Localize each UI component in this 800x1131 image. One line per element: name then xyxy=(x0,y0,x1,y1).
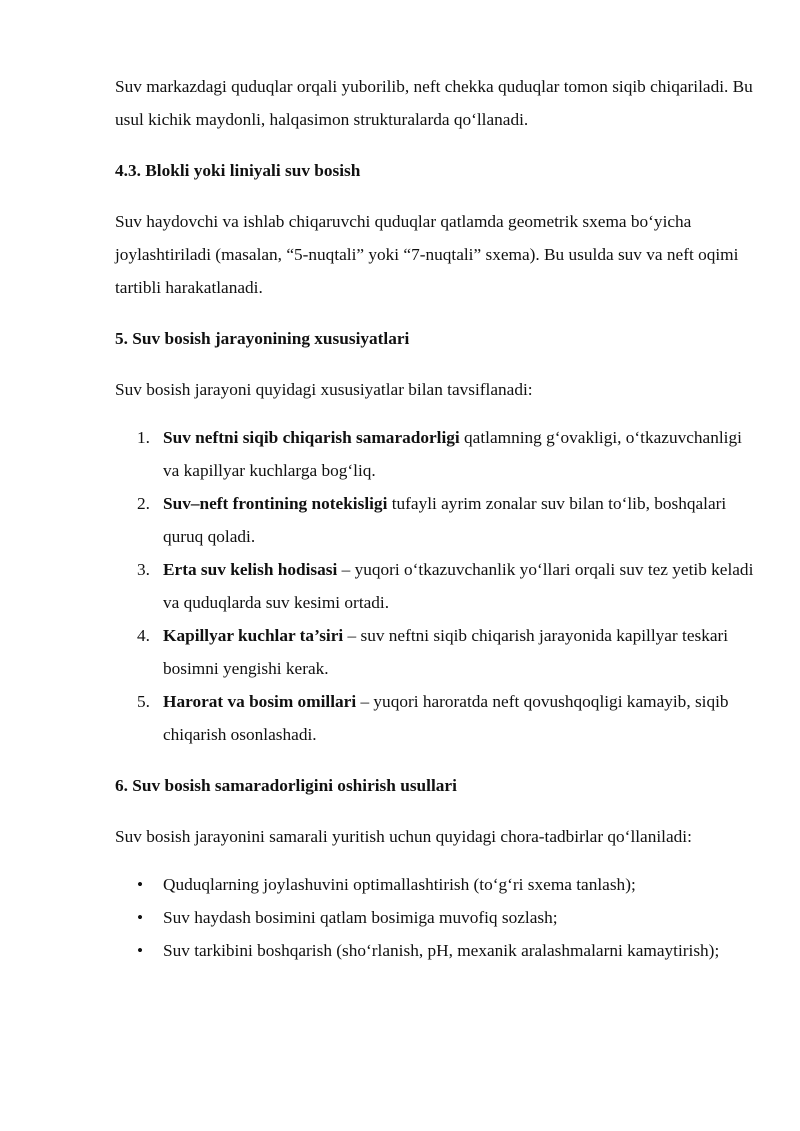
list-item-number: 5. xyxy=(137,692,150,711)
list-item-term: Kapillyar kuchlar ta’siri xyxy=(163,626,344,645)
section-6-paragraph: Suv bosish jarayonini samarali yuritish uchun quyidagi chora-tadbirlar qo‘llaniladi: xyxy=(115,827,692,846)
bullet-item xyxy=(115,868,755,901)
section-heading-5: 5. Suv bosish jarayonining xususiyatlari xyxy=(115,329,410,348)
list-item-text: – suv neftni siqib chiqarish jarayonida kapillyar teskari bosimni yengishi kerak. xyxy=(163,626,729,678)
list-item-number: 2. xyxy=(137,494,150,513)
bullet-item-text: Quduqlarning joylashuvini optimallashtirish (to‘g‘ri sxema tanlash); xyxy=(163,875,636,894)
list-item-text: tufayli ayrim zonalar suv bilan to‘lib, boshqalari quruq qoladi. xyxy=(163,494,727,546)
measures-list xyxy=(115,868,755,967)
bullet-icon: • xyxy=(137,875,144,894)
characteristics-list xyxy=(115,421,755,751)
list-item xyxy=(115,619,755,685)
list-item-term: Harorat va bosim omillari xyxy=(163,692,357,711)
intro-paragraph: Suv markazdagi quduqlar orqali yuborilib, neft chekka quduqlar tomon siqib chiqariladi. Bu usul kichik maydonli, halqasimon strukturalarda qo‘llanadi. xyxy=(115,77,753,129)
page-content xyxy=(115,70,755,967)
list-item xyxy=(115,553,755,619)
list-item-number: 4. xyxy=(137,626,150,645)
bullet-item xyxy=(115,934,755,967)
section-4-3-paragraph: Suv haydovchi va ishlab chiqaruvchi quduqlar qatlamda geometrik sxema bo‘yicha joylashtiriladi (masalan, “5-nuqtali” yoki “7-nuqtali” sxema). Bu usulda suv va neft oqimi tartibli harakatlanadi. xyxy=(115,212,739,297)
list-item xyxy=(115,685,755,751)
list-item-text: – yuqori o‘tkazuvchanlik yo‘llari orqali suv tez yetib keladi va quduqlarda suv kesimi ortadi. xyxy=(163,560,754,612)
bullet-item-text: Suv tarkibini boshqarish (sho‘rlanish, pH, mexanik aralashmalarni kamaytirish); xyxy=(163,941,720,960)
list-item-term: Suv–neft frontining notekisligi xyxy=(163,494,388,513)
bullet-item-text: Suv haydash bosimini qatlam bosimiga muvofiq sozlash; xyxy=(163,908,558,927)
section-heading-6: 6. Suv bosish samaradorligini oshirish usullari xyxy=(115,776,457,795)
bullet-icon: • xyxy=(137,908,144,927)
list-item xyxy=(115,421,755,487)
list-item-number: 1. xyxy=(137,428,150,447)
list-item-text: qatlamning g‘ovakligi, o‘tkazuvchanligi va kapillyar kuchlarga bog‘liq. xyxy=(163,428,742,480)
bullet-icon: • xyxy=(137,941,144,960)
section-heading-4-3: 4.3. Blokli yoki liniyali suv bosish xyxy=(115,161,361,180)
section-5-paragraph: Suv bosish jarayoni quyidagi xususiyatlar bilan tavsiflanadi: xyxy=(115,380,533,399)
list-item-term: Suv neftni siqib chiqarish samaradorligi xyxy=(163,428,460,447)
list-item xyxy=(115,487,755,553)
list-item-term: Erta suv kelish hodisasi xyxy=(163,560,338,579)
bullet-item xyxy=(115,901,755,934)
list-item-text: – yuqori haroratda neft qovushqoqligi kamayib, siqib chiqarish osonlashadi. xyxy=(163,692,729,744)
list-item-number: 3. xyxy=(137,560,150,579)
